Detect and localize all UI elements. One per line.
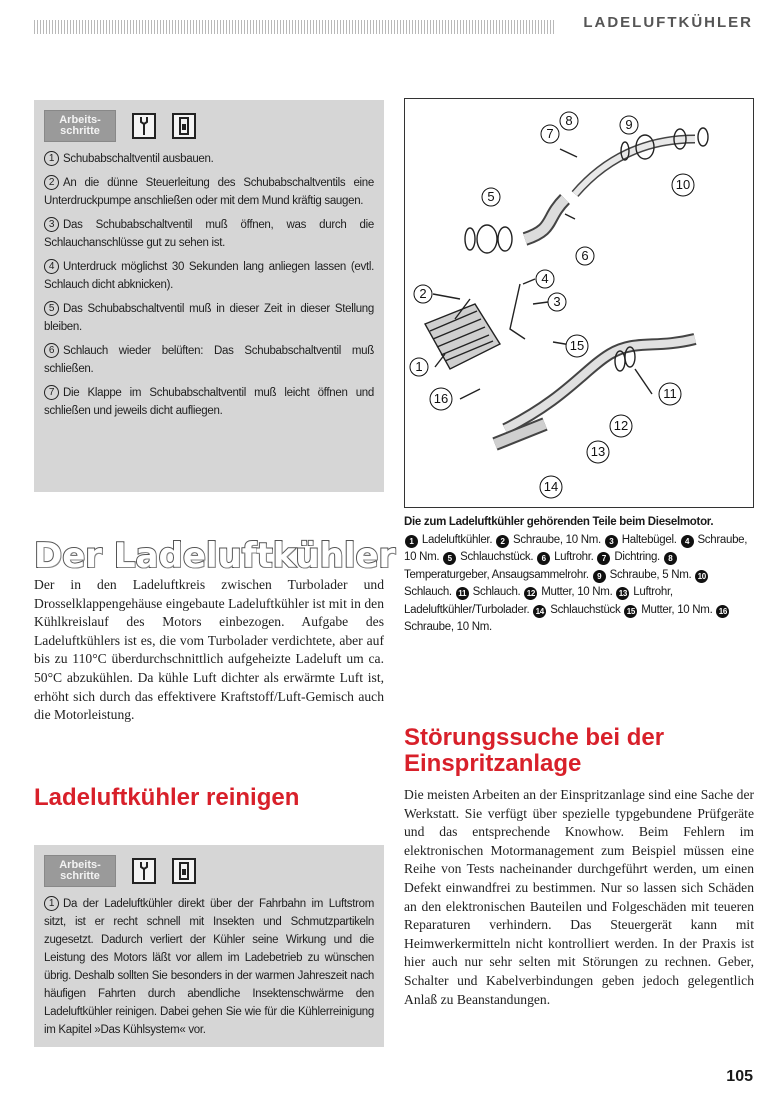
svg-text:6: 6 (581, 248, 589, 263)
wrench-icon (132, 113, 156, 139)
step-item (44, 300, 374, 336)
step-number: 2 (44, 175, 59, 190)
caption-number-badge: 2 (496, 535, 509, 548)
caption-item-text: Ladeluftkühler. (421, 533, 493, 546)
cleaning-steps-list (44, 895, 374, 1039)
step-text: Unterdruck möglichst 30 Sekunden lang anliegen lassen (evtl. Schlauch dicht abknicken). (44, 261, 374, 291)
caption-number-badge: 1 (405, 535, 418, 548)
diagram-label-10 (672, 174, 694, 196)
step-number: 1 (44, 151, 59, 166)
cleaning-steps-header (44, 855, 374, 887)
section-heading-reinigen: Ladeluftkühler reinigen (34, 784, 300, 811)
caption-item-text: Mutter, 10 Nm. (541, 586, 613, 598)
diagram-label-14 (540, 476, 562, 498)
caption-number-badge: 11 (456, 587, 469, 600)
diagram-label-6 (576, 247, 594, 265)
caption-item-text: Schraube, 10 Nm. (404, 533, 748, 563)
work-steps-list (44, 150, 374, 420)
caption-item-text: Schlauch. (404, 586, 452, 598)
diagram-label-5 (482, 188, 500, 206)
caption-item-text: Schraube, 5 Nm. (609, 568, 692, 581)
step-item (44, 174, 374, 210)
diagram-label-12 (610, 415, 632, 437)
svg-text:16: 16 (433, 391, 449, 406)
step-number: 1 (44, 896, 59, 911)
caption-number-badge: 7 (597, 552, 610, 565)
step-number: 4 (44, 259, 59, 274)
caption-number-badge: 15 (624, 605, 637, 618)
caption-number-badge: 6 (537, 552, 550, 565)
svg-text:7: 7 (546, 126, 554, 141)
work-steps-box (34, 100, 384, 492)
caption-number-badge: 10 (695, 570, 708, 583)
caption-item-text: Dichtring. (614, 551, 660, 563)
svg-text:10: 10 (675, 177, 691, 192)
caption-number-badge: 16 (716, 605, 729, 618)
work-steps-header (44, 110, 374, 142)
caption-item-text: Schraube, 10 Nm. (513, 533, 601, 546)
heading-line-2: Einspritzanlage (404, 750, 582, 777)
svg-text:4: 4 (541, 271, 549, 286)
diagram-label-15 (566, 335, 588, 357)
tool-box-icon (172, 858, 196, 884)
svg-text:14: 14 (543, 479, 559, 494)
stoerungssuche-paragraph: Die meisten Arbeiten an der Einspritzanlage sind eine Sache der Werkstatt. Sie verfügt über spezielle typgebundene Prüfgeräte und das entsprechende Knowhow. Beim Fehlern im elektronischen Motormanagement zum Beispiel müssen eine Reihe von Tests nacheinander durchgeführt werden, um einen Defekt einwandfrei zu bestimmen. Nur so lassen sich Schäden an den elektronischen Bauteilen und Folgeschäden mit teueren Reparaturen verhindern. Das Steuergerät kann mit Heimwerkermitteln nicht kontrolliert werden. In der Praxis ist hier auch nur sehr selten mit Störungen zu rechnen. Geber, Schalter und Kabelverbindungen geben jedoch gelegentlich Anlaß zu Beanstandungen. (404, 787, 754, 1007)
svg-text:15: 15 (569, 338, 585, 353)
diagram-label-11 (659, 383, 681, 405)
caption-item-text: Schraube, 10 Nm. (404, 621, 492, 633)
svg-text:9: 9 (625, 117, 633, 132)
heading-line-1: Störungssuche bei der (404, 724, 665, 751)
caption-title: Die zum Ladeluftkühler gehörenden Teile beim Dieselmotor. (404, 516, 714, 528)
step-number: 7 (44, 385, 59, 400)
caption-number-badge: 14 (533, 605, 546, 618)
diagram-label-13 (587, 441, 609, 463)
svg-text:1: 1 (415, 359, 423, 374)
svg-text:5: 5 (487, 189, 495, 204)
step-item (44, 895, 374, 1039)
step-number: 5 (44, 301, 59, 316)
header-rule (34, 20, 554, 34)
step-item (44, 150, 374, 168)
running-header: LADELUFTKÜHLER (583, 14, 753, 31)
caption-number-badge: 9 (593, 570, 606, 583)
section-heading-stoerungssuche (404, 725, 664, 777)
diagram-drawing (405, 99, 755, 509)
diagram-label-3 (548, 293, 566, 311)
caption-item-text: Temperaturgeber, Ansaugsammelrohr. (404, 568, 589, 581)
svg-text:2: 2 (419, 286, 427, 301)
step-text: Das Schubabschaltventil muß öffnen, was durch die Schlauchanschlüsse gut zu sehen ist. (44, 219, 374, 249)
svg-text:11: 11 (663, 386, 677, 401)
diagram-label-7 (541, 125, 559, 143)
step-text: Das Schubabschaltventil muß in dieser Zeit in dieser Stellung bleiben. (44, 303, 374, 333)
caption-item-text: Schlauchstück. (460, 551, 534, 563)
caption-number-badge: 13 (616, 587, 629, 600)
step-number: 6 (44, 343, 59, 358)
caption-number-badge: 5 (443, 552, 456, 565)
step-text: Schubabschaltventil ausbauen. (63, 153, 214, 165)
work-steps-badge: Arbeits- schritte (44, 110, 116, 142)
step-text: Da der Ladeluftkühler direkt über der Fahrbahn im Luftstrom sitzt, ist er recht schnell mit Insekten und Schmutzpartikeln zugesetzt. Dadurch verliert der Kühler seine Wirkung und die Leistung des Motors läßt vor allem im Ladebetrieb zu wünschen übrig. Deshalb sollten Sie besonders in der warmen Jahreszeit nach häufigen Fahrten durch abendliche Insektenschwärme den Ladeluftkühler reinigen. Dabei gehen Sie wie für die Kühlerreinigung im Kapitel »Das Kühlsystem« vor. (44, 898, 374, 1036)
caption-number-badge: 8 (664, 552, 677, 565)
page-number: 105 (726, 1068, 753, 1085)
step-item (44, 258, 374, 294)
caption-items (404, 534, 747, 634)
step-number: 3 (44, 217, 59, 232)
step-item (44, 216, 374, 252)
caption-number-badge: 12 (524, 587, 537, 600)
caption-item-text: Mutter, 10 Nm. (641, 603, 713, 616)
cleaning-steps-badge: Arbeits- schritte (44, 855, 116, 887)
diagram-label-1 (410, 358, 428, 376)
caption-item-text: Luftrohr. (554, 551, 594, 563)
step-item (44, 342, 374, 378)
caption-number-badge: 3 (605, 535, 618, 548)
step-text: An die dünne Steuerleitung des Schubabschaltventils eine Unterdruckpumpe anschließen oder mit dem Mund kräftig saugen. (44, 177, 374, 207)
diagram-caption (404, 514, 756, 637)
step-text: Die Klappe im Schubabschaltventil muß leicht öffnen und schließen und jeweils dicht aufliegen. (44, 387, 374, 417)
caption-item-text: Luftrohr, Ladeluftkühler/Turbolader. (404, 586, 673, 616)
diagram-label-16 (430, 388, 452, 410)
svg-text:3: 3 (553, 294, 561, 309)
caption-item-text: Schlauch. (472, 586, 521, 598)
caption-item-text: Schlauchstück (550, 603, 621, 616)
parts-diagram (404, 98, 754, 508)
svg-text:13: 13 (590, 444, 606, 459)
caption-number-badge: 4 (681, 535, 694, 548)
svg-text:12: 12 (613, 418, 629, 433)
diagram-label-2 (414, 285, 432, 303)
caption-item-text: Haltebügel. (621, 533, 677, 546)
step-item (44, 384, 374, 420)
diagram-label-4 (536, 270, 554, 288)
diagram-label-8 (560, 112, 578, 130)
section-heading-ladeluftkuehler: Der Ladeluftkühler (34, 536, 396, 576)
ladeluftkuehler-paragraph: Der in den Ladeluftkreis zwischen Turbolader und Drosselklappengehäuse eingebaute Ladeluftkühler ist mit in den Kühlkreislauf des Motors einbezogen. Aufgabe des Ladeluftkühlers ist es, die vom Turbolader verdichtete, aber auf bis zu 110°C überdurchschnittlich aufgeheizte Ladeluft um ca. 50°C abzukühlen. Da kühle Luft dichter als erwärmte Luft ist, erhöht sich durch das effektivere Kraftstoff/Luft-Gemisch auch die Motorleistung. (34, 577, 384, 723)
svg-text:8: 8 (565, 113, 573, 128)
cleaning-steps-box (34, 845, 384, 1047)
wrench-icon (132, 858, 156, 884)
diagram-label-9 (620, 116, 638, 134)
tool-box-icon (172, 113, 196, 139)
step-text: Schlauch wieder belüften: Das Schubabschaltventil muß schließen. (44, 345, 374, 375)
